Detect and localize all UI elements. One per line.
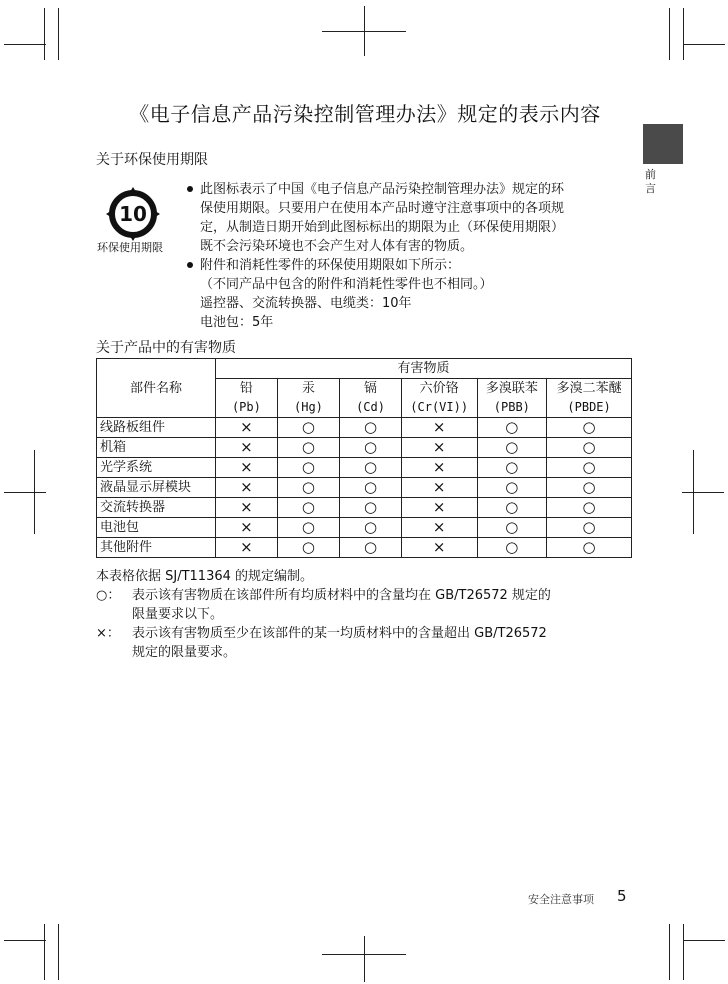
substance-mark-cell: × (401, 538, 477, 558)
substance-mark-cell: ○ (277, 478, 340, 498)
substance-mark-cell: × (216, 458, 278, 478)
substance-symbol: (PBB) (493, 400, 530, 414)
substance-mark-cell: ○ (340, 438, 402, 458)
substance-mark-cell: × (216, 478, 278, 498)
substance-name: 铅 (239, 381, 253, 396)
part-name-cell: 电池包 (97, 518, 216, 538)
cross-note (96, 624, 636, 662)
substance-header (401, 379, 477, 418)
bullet-1-line: 保使用期限。只要用户在使用本产品时遵守注意事项中的各项规 (200, 201, 565, 216)
bullet-1-line: 此图标表示了中国《电子信息产品污染控制管理办法》规定的环 (200, 182, 565, 197)
substance-mark-cell: × (401, 478, 477, 498)
eco-period-logo-icon (104, 185, 162, 243)
substance-mark-cell: ○ (340, 518, 402, 538)
substance-mark-cell: × (216, 538, 278, 558)
substance-name: 六价铬 (419, 381, 459, 396)
table-row (97, 458, 632, 478)
substance-mark-cell: × (216, 418, 278, 438)
table-row (97, 478, 632, 498)
page-title: 《电子信息产品污染控制管理办法》规定的表示内容 (129, 102, 601, 126)
hazardous-substances-table (96, 358, 632, 558)
substance-mark-cell: ○ (547, 478, 632, 498)
substance-header (340, 379, 402, 418)
substance-symbol: (Pb) (231, 400, 261, 414)
substance-mark-cell: ○ (477, 498, 547, 518)
bullet-1-line: 既不会污染环境也不会产生对人体有害的物质。 (200, 239, 474, 254)
substance-mark-cell: ○ (277, 538, 340, 558)
substance-mark-cell: ○ (477, 478, 547, 498)
substance-mark-cell: ○ (547, 518, 632, 538)
cross-note-mark: ×： (96, 626, 120, 641)
substance-mark-cell: ○ (477, 538, 547, 558)
substance-mark-cell: × (216, 498, 278, 518)
cross-note-line: 表示该有害物质至少在该部件的某一均质材料中的含量超出 GB/T26572 (132, 626, 547, 641)
bullet-1 (186, 180, 564, 256)
substance-mark-cell: ○ (477, 518, 547, 538)
part-name-cell: 其他附件 (97, 538, 216, 558)
substance-mark-cell: ○ (547, 498, 632, 518)
circle-note-mark: ○： (96, 588, 121, 603)
substance-symbol: (Cd) (356, 400, 385, 414)
substance-name: 镉 (364, 381, 378, 396)
table-row (97, 498, 632, 518)
section-heading-eco-period: 关于环保使用期限 (96, 152, 208, 168)
substance-mark-cell: ○ (547, 418, 632, 438)
bullet-dot (187, 186, 193, 192)
page-number: 5 (617, 887, 627, 905)
substance-mark-cell: ○ (547, 538, 632, 558)
substance-mark-cell: × (401, 418, 477, 438)
substance-mark-cell: ○ (477, 458, 547, 478)
substance-header (477, 379, 547, 418)
section-heading-hazardous: 关于产品中的有害物质 (96, 340, 236, 356)
substance-mark-cell: ○ (277, 518, 340, 538)
substance-mark-cell: × (216, 438, 278, 458)
part-name-cell: 线路板组件 (97, 418, 216, 438)
bullet-1-line: 定，从制造日期开始到此图标标出的期限为止（环保使用期限） (200, 220, 565, 235)
logo-number: 10 (119, 202, 147, 226)
part-name-header: 部件名称 (97, 359, 216, 418)
substance-mark-cell: ○ (340, 458, 402, 478)
hazardous-group-header: 有害物质 (216, 359, 632, 379)
substance-name: 多溴联苯 (485, 381, 538, 396)
substance-mark-cell: × (401, 498, 477, 518)
table-row (97, 538, 632, 558)
substance-mark-cell: ○ (340, 498, 402, 518)
substance-symbol: (PBDE) (567, 400, 611, 414)
notes (96, 567, 636, 662)
substance-mark-cell: × (401, 438, 477, 458)
bullet-2-line: 附件和消耗性零件的环保使用期限如下所示： (200, 258, 461, 273)
substance-mark-cell: ○ (340, 478, 402, 498)
part-name-cell: 液晶显示屏模块 (97, 478, 216, 498)
logo-caption: 环保使用期限 (97, 241, 163, 254)
substance-mark-cell: ○ (340, 418, 402, 438)
substance-mark-cell: ○ (340, 538, 402, 558)
circle-note-line: 限量要求以下。 (132, 607, 224, 622)
substance-header (216, 379, 278, 418)
substance-symbol: (Hg) (294, 400, 323, 414)
table-row (97, 518, 632, 538)
bullet-2 (186, 256, 493, 332)
substance-name: 多溴二苯醚 (556, 381, 622, 396)
circle-note-line: 表示该有害物质在该部件所有均质材料中的含量均在 GB/T26572 规定的 (132, 588, 551, 603)
substance-mark-cell: ○ (547, 438, 632, 458)
circle-note (96, 586, 636, 624)
part-name-cell: 交流转换器 (97, 498, 216, 518)
footer-section-label: 安全注意事项 (528, 893, 594, 906)
cross-note-line: 规定的限量要求。 (132, 645, 237, 660)
table-row (97, 418, 632, 438)
substance-mark-cell: × (216, 518, 278, 538)
substance-mark-cell: ○ (477, 438, 547, 458)
substance-mark-cell: ○ (547, 458, 632, 478)
substance-header (547, 379, 632, 418)
bullet-2-line: （不同产品中包含的附件和消耗性零件也不相同。） (200, 277, 493, 292)
substance-mark-cell: × (401, 518, 477, 538)
substance-mark-cell: ○ (477, 418, 547, 438)
substance-mark-cell: ○ (277, 438, 340, 458)
side-tab-marker (643, 124, 683, 164)
basis-note: 本表格依据 SJ/T11364 的规定编制。 (96, 569, 314, 584)
substance-mark-cell: × (401, 458, 477, 478)
bullet-2-line: 遥控器、交流转换器、电缆类：10年 (200, 296, 412, 311)
substance-mark-cell: ○ (277, 458, 340, 478)
part-name-cell: 光学系统 (97, 458, 216, 478)
substance-header (277, 379, 340, 418)
part-name-cell: 机箱 (97, 438, 216, 458)
substance-mark-cell: ○ (277, 498, 340, 518)
substance-symbol: (Cr(VI)) (410, 400, 469, 414)
table-row (97, 438, 632, 458)
bullet-dot (187, 262, 193, 268)
bullet-2-line: 电池包：5年 (200, 315, 274, 330)
substance-name: 汞 (301, 381, 315, 396)
substance-mark-cell: ○ (277, 418, 340, 438)
side-tab-label: 前言 (645, 168, 656, 195)
